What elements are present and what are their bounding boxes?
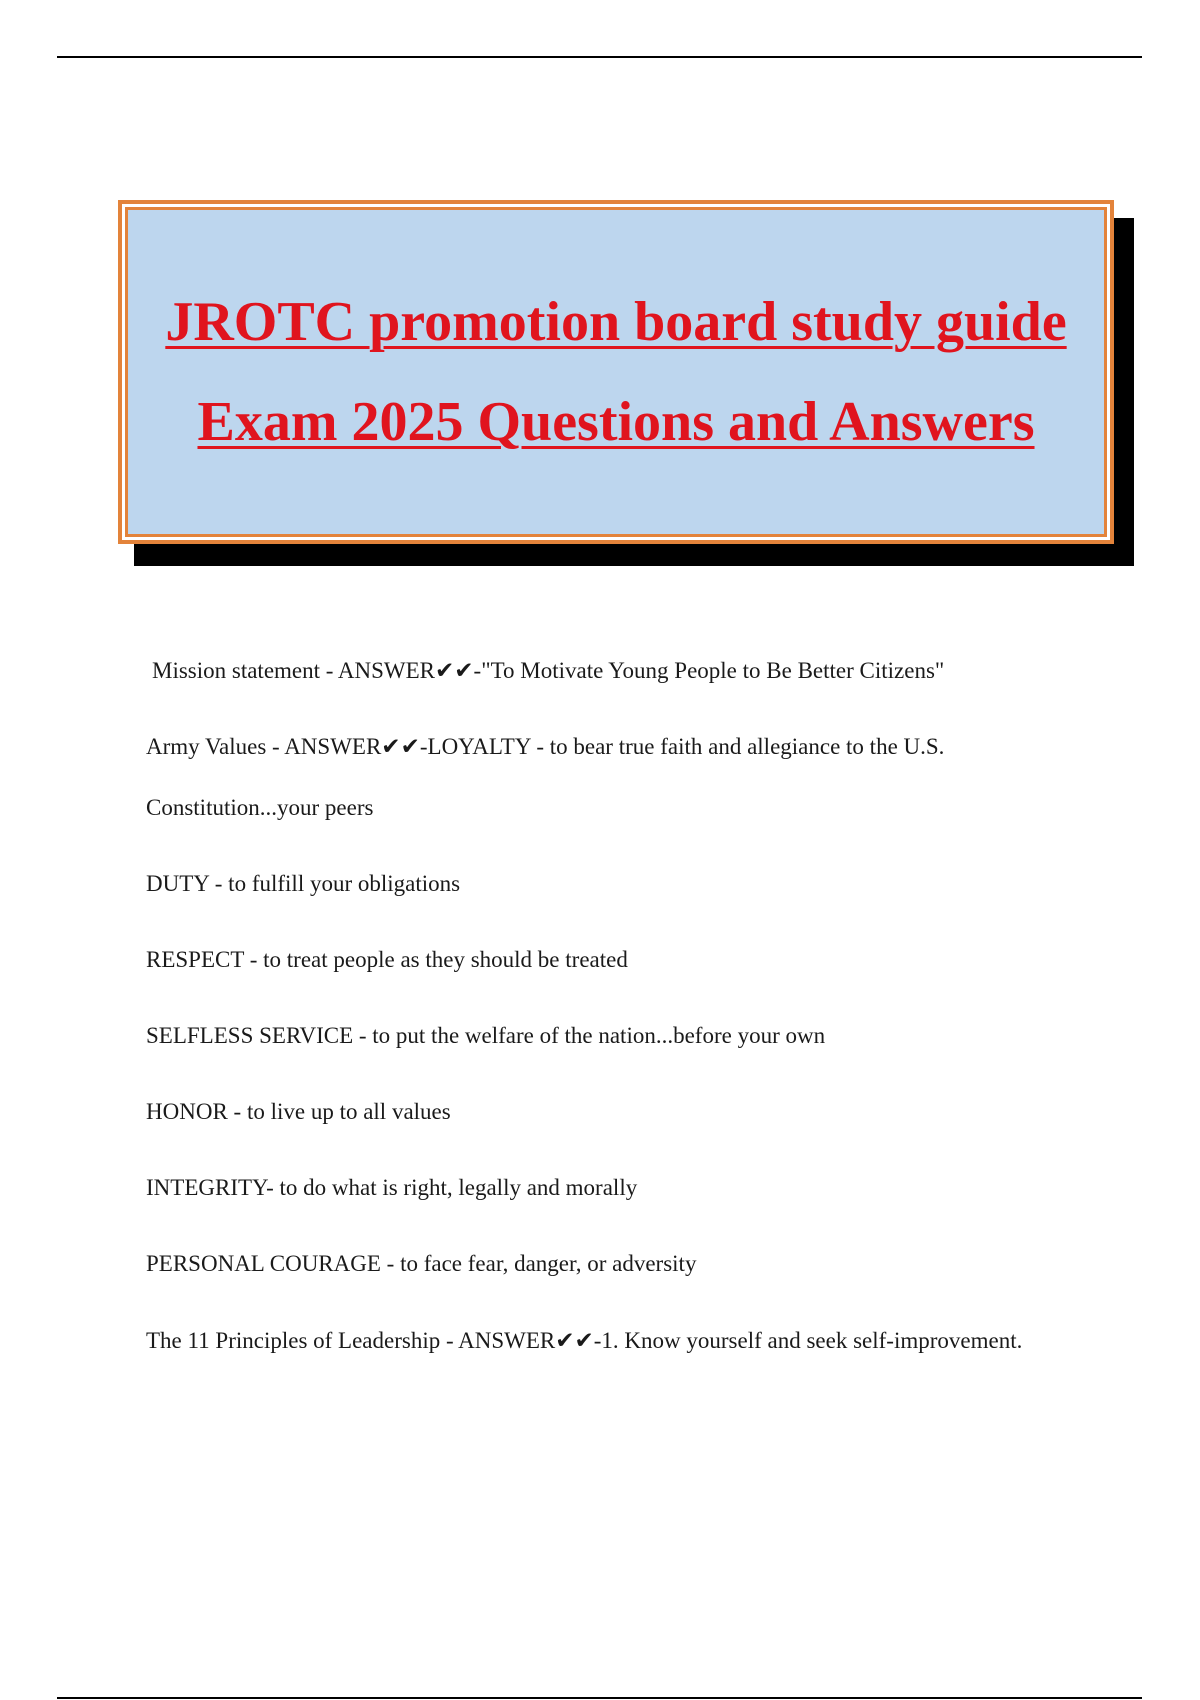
entry-selfless-service: SELFLESS SERVICE - to put the welfare of the nation...before your own — [146, 1023, 826, 1048]
entry-personal-courage: PERSONAL COURAGE - to face fear, danger, or adversity — [146, 1251, 697, 1276]
entry-army-values: Army Values - ANSWER✔✔-LOYALTY - to bear true faith and allegiance to the U.S. Constitution...your peers — [146, 734, 945, 820]
study-guide-content — [146, 640, 1076, 1371]
entry-honor: HONOR - to live up to all values — [146, 1099, 451, 1124]
document-title: JROTC promotion board study guide Exam 2025 Questions and Answers — [165, 291, 1067, 453]
footer-rule — [57, 1697, 1142, 1699]
entry-duty: DUTY - to fulfill your obligations — [146, 871, 461, 896]
entry-respect: RESPECT - to treat people as they should be treated — [146, 947, 628, 972]
title-box — [118, 200, 1114, 544]
header-rule — [57, 56, 1142, 58]
entry-principles-of-leadership: The 11 Principles of Leadership - ANSWER✔✔-1. Know yourself and seek self-improvement. — [146, 1328, 1023, 1353]
entry-mission-statement: Mission statement - ANSWER✔✔-"To Motivate Young People to Be Better Citizens" — [152, 658, 945, 683]
entry-integrity: INTEGRITY- to do what is right, legally and morally — [146, 1175, 638, 1200]
title-panel — [128, 210, 1104, 534]
